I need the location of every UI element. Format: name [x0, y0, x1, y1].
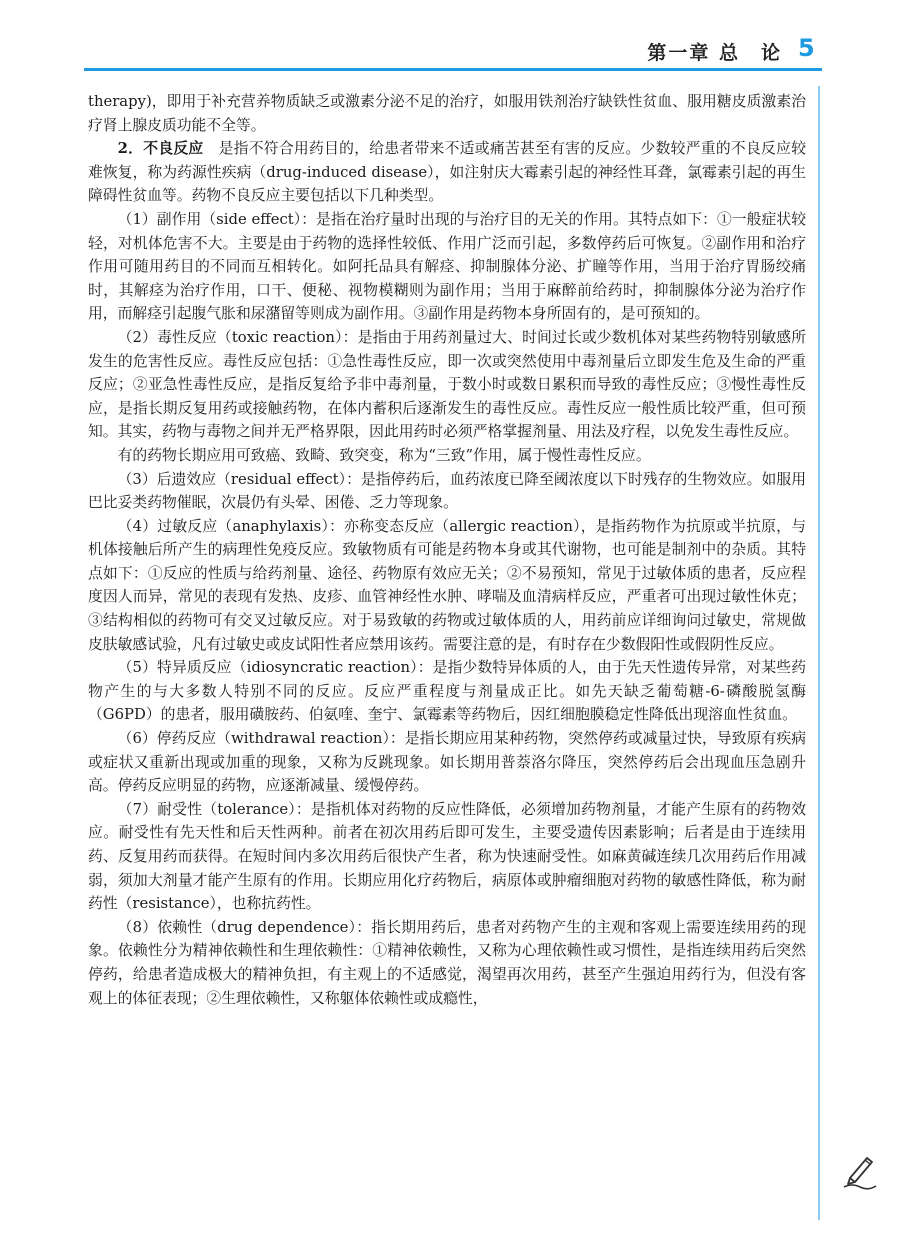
paragraph-dependence	[88, 916, 806, 1010]
paragraph-text: （6）停药反应（withdrawal reaction）：是指长期应用某种药物，突然停药或减量过快，导致原有疾病或症状又重新出现或加重的现象，又称为反跳现象。如长期用普萘洛尔降压，突然停药后会出现血压急剧升高。停药反应明显的药物，应逐渐减量、缓慢停药。	[88, 730, 806, 795]
paragraph-anaphylaxis	[88, 515, 806, 657]
pen-icon	[840, 1150, 880, 1190]
paragraph-text: 有的药物长期应用可致癌、致畸、致突变，称为“三致”作用，属于慢性毒性反应。	[117, 446, 651, 464]
page-number: 5	[798, 34, 815, 62]
paragraph-text: （4）过敏反应（anaphylaxis）：亦称变态反应（allergic reaction），是指药物作为抗原或半抗原，与机体接触后所产生的病理性免疫反应。致敏物质有可能是药物本身或其代谢物，也可能是制剂中的杂质。其特点如下：①反应的性质与给药剂量、途径、药物原有效应无关；②不易预知，常见于过敏体质的患者，反应程度因人而异，常见的表现有发热、皮疹、血管神经性水肿、哮喘及血清病样反应，严重者可出现过敏性休克；③结构相似的药物可有交叉过敏反应。对于易致敏的药物或过敏体质的人，用药前应详细询问过敏史，常规做皮肤敏感试验，凡有过敏史或皮试阳性者应禁用该药。需要注意的是，有时存在少数假阳性或假阴性反应。	[88, 517, 806, 653]
paragraph-idiosyncratic	[88, 656, 806, 727]
paragraph-three-effects	[88, 444, 806, 468]
paragraph-text: （3）后遗效应（residual effect）：是指停药后，血药浓度已降至阈浓度以下时残存的生物效应。如服用巴比妥类药物催眠，次晨仍有头晕、困倦、乏力等现象。	[88, 470, 806, 512]
paragraph-toxic-reaction	[88, 326, 806, 444]
paragraph-tolerance	[88, 798, 806, 916]
paragraph-side-effect	[88, 208, 806, 326]
chapter-title: 第一章 总 论	[647, 42, 782, 64]
paragraph-text: （5）特异质反应（idiosyncratic reaction）：是指少数特异体质的人，由于先天性遗传异常，对某些药物产生的与大多数人特别不同的反应。反应严重程度与剂量成正比。如先天缺乏葡萄糖-6-磷酸脱氢酶（G6PD）的患者，服用磺胺药、伯氨喹、奎宁、氯霉素等药物后，因红细胞膜稳定性降低出现溶血性贫血。	[88, 659, 806, 724]
page-header	[0, 0, 900, 80]
paragraph-text: （8）依赖性（drug dependence）：指长期用药后，患者对药物产生的主观和客观上需要连续用药的现象。依赖性分为精神依赖性和生理依赖性：①精神依赖性，又称为心理依赖性或习惯性，是指连续用药后突然停药，给患者造成极大的精神负担，有主观上的不适感觉，渴望再次用药，甚至产生强迫用药行为，但没有客观上的体征表现；②生理依赖性，又称躯体依赖性或成瘾性，	[88, 918, 806, 1007]
paragraph-text: （2）毒性反应（toxic reaction）：是指由于用药剂量过大、时间过长或少数机体对某些药物特别敏感所发生的危害性反应。毒性反应包括：①急性毒性反应，即一次或突然使用中毒剂量后立即发生危及生命的严重反应；②亚急性毒性反应，是指反复给予非中毒剂量，于数小时或数日累积而导致的毒性反应；③慢性毒性反应，是指长期反复用药或接触药物，在体内蓄积后逐渐发生的毒性反应。毒性反应一般性质比较严重，但可预知。其实，药物与毒物之间并无严格界限，因此用药时必须严格掌握剂量、用法及疗程，以免发生毒性反应。	[88, 328, 806, 441]
paragraph-withdrawal	[88, 727, 806, 798]
page-body	[88, 90, 806, 1010]
margin-rule	[818, 86, 820, 1220]
header-rule	[84, 68, 822, 71]
paragraph-text: （7）耐受性（tolerance）：是指机体对药物的反应性降低，必须增加药物剂量，才能产生原有的药物效应。耐受性有先天性和后天性两种。前者在初次用药后即可发生，主要受遗传因素影响；后者是由于连续用药、反复用药而获得。在短时间内多次用药后很快产生者，称为快速耐受性。如麻黄碱连续几次用药后作用减弱，须加大剂量才能产生原有的作用。长期应用化疗药物后，病原体或肿瘤细胞对药物的敏感性降低，称为耐药性（resistance），也称抗药性。	[88, 800, 806, 913]
paragraph-continuation	[88, 90, 806, 137]
section-heading: 2．不良反应	[117, 140, 204, 158]
paragraph-adverse-reaction	[88, 137, 806, 208]
paragraph-residual-effect	[88, 468, 806, 515]
paragraph-text: therapy)，即用于补充营养物质缺乏或激素分泌不足的治疗，如服用铁剂治疗缺铁性贫血、服用糖皮质激素治疗肾上腺皮质功能不全等。	[88, 93, 806, 134]
paragraph-text: （1）副作用（side effect）：是指在治疗量时出现的与治疗目的无关的作用。其特点如下：①一般症状较轻，对机体危害不大。主要是由于药物的选择性较低、作用广泛而引起，多数停药后可恢复。②副作用和治疗作用可随用药目的不同而互相转化。如阿托品具有解痉、抑制腺体分泌、扩瞳等作用，当用于治疗胃肠绞痛时，其解痉为治疗作用，口干、便秘、视物模糊则为副作用；当用于麻醉前给药时，抑制腺体分泌为治疗作用，而解痉引起腹气胀和尿潴留等则成为副作用。③副作用是药物本身所固有的，是可预知的。	[88, 210, 806, 323]
paragraph-text: 是指不符合用药目的，给患者带来不适或痛苦甚至有害的反应。少数较严重的不良反应较难恢复，称为药源性疾病（drug-induced disease），如注射庆大霉素引起的神经性耳聋，氯霉素引起的再生障碍性贫血等。药物不良反应主要包括以下几种类型。	[88, 140, 806, 205]
